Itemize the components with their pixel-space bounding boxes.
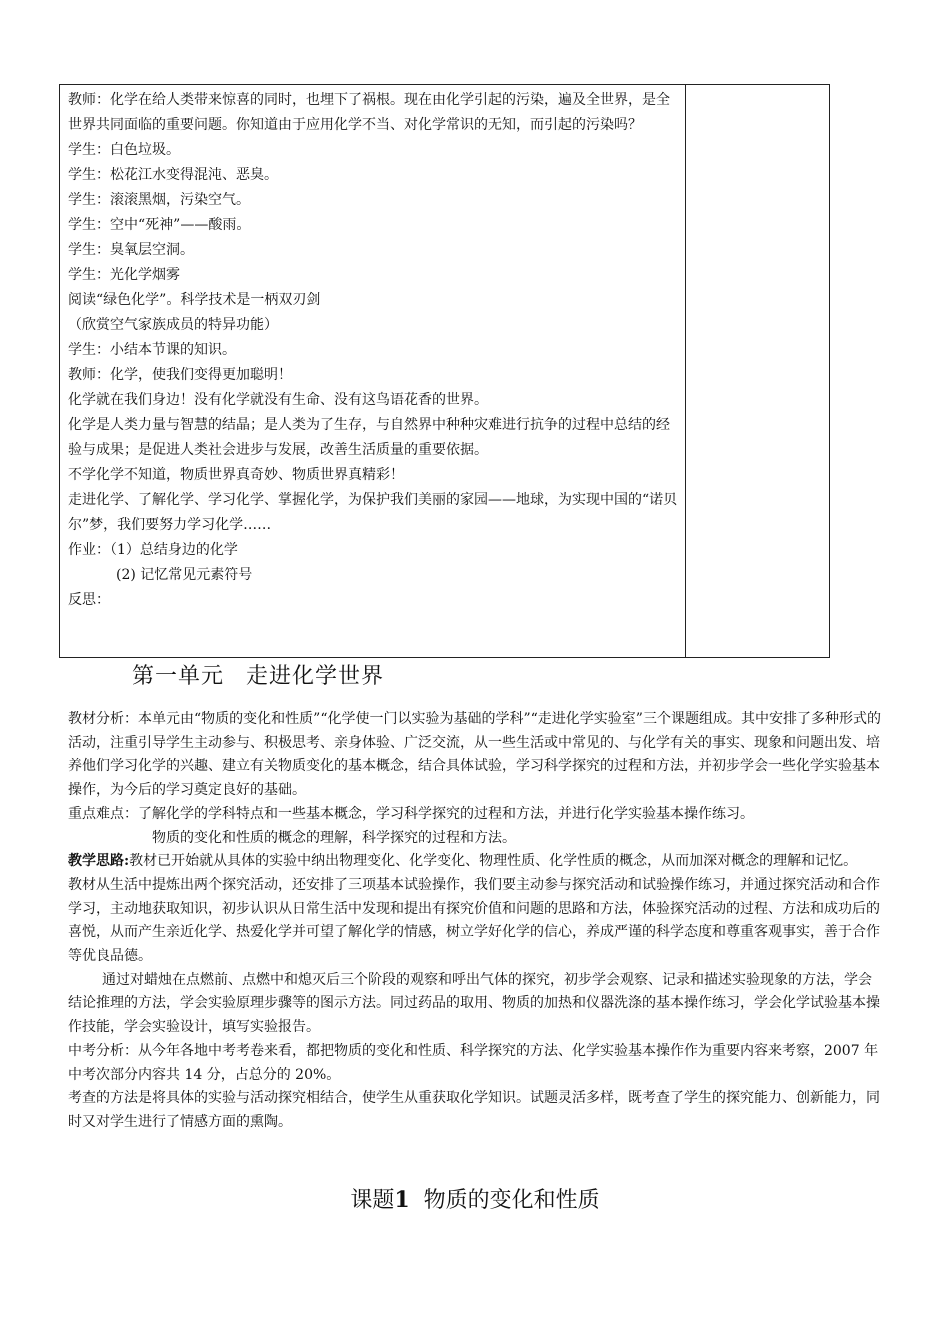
table-line: 学生：白色垃圾。 (68, 142, 180, 158)
table-line: 化学就在我们身边！没有化学就没有生命、没有这鸟语花香的世界。 (68, 392, 488, 408)
table-line: 学生：光化学烟雾 (68, 267, 180, 283)
table-line: 学生：滚滚黑烟，污染空气。 (68, 192, 250, 208)
table-side-cell (686, 85, 829, 657)
lesson-plan-table (59, 84, 830, 658)
unit-name: 走进化学世界 (246, 664, 385, 689)
lesson-prefix: 课题 (350, 1188, 395, 1213)
teaching-approach-label: 教学思路: (68, 853, 130, 870)
exam-method: 考查的方法是将具体的实验与活动探究相结合，使学生从重获取化学知识。试题灵活多样，既考查了学生的探究能力、创新能力，同时又对学生进行了情感方面的熏陶。 (68, 1090, 880, 1130)
unit-number: 第一单元 (132, 664, 225, 689)
lesson-title (0, 1185, 950, 1216)
table-line: 学生：空中“死神”——酸雨。 (68, 217, 251, 233)
activities-paragraph: 教材从生活中提炼出两个探究活动，还安排了三项基本试验操作，我们要主动参与探究活动和试验操作练习，并通过探究活动和合作学习，主动地获取知识，初步认识从日常生活中发现和提出有探究价值和问题的思路和方法，体验探究活动的过程、方法和成功后的喜悦，从而产生亲近化学、热爱化学并可望了解化学的情感，树立学好化学的信心，养成严谨的科学态度和尊重客观事实，善于合作等优良品德。 (68, 876, 880, 965)
reflection-label: 反思： (68, 592, 110, 608)
candle-paragraph: 通过对蜡烛在点燃前、点燃中和熄灭后三个阶段的观察和呼出气体的探究，初步学会观察、记录和描述实验现象的方法，学会结论推理的方法，学会实验原理步骤等的图示方法。同过药品的取用、物质的加热和仪器洗涤的基本操作练习，学会化学试验基本操作技能，学会实验设计，填写实验报告。 (68, 971, 880, 1036)
table-line: 走进化学、了解化学、学习化学、掌握化学，为保护我们美丽的家园——地球，为实现中国的“诺贝尔”梦，我们要努力学习化学…… (68, 492, 678, 533)
table-line: 学生：臭氧层空洞。 (68, 242, 194, 258)
teaching-approach-text: 教材已开始就从具体的实验中纳出物理变化、化学变化、物理性质、化学性质的概念，从而加深对概念的理解和记忆。 (129, 853, 858, 870)
table-line: 教师：化学，使我们变得更加聪明！ (68, 367, 292, 383)
table-line: （欣赏空气家族成员的特异功能） (68, 317, 278, 333)
table-line: 化学是人类力量与智慧的结晶；是人类为了生存，与自然界中种种灾难进行抗争的过程中总结的经验与成果；是促进人类社会进步与发展，改善生活质量的重要依据。 (68, 417, 670, 458)
table-line: 学生：小结本节课的知识。 (68, 342, 236, 358)
table-main-cell (60, 85, 686, 657)
unit-analysis (68, 708, 884, 1135)
table-line: 阅读“绿色化学”。科学技术是一柄双刃剑 (68, 292, 321, 308)
table-line: 不学化学不知道，物质世界真奇妙、物质世界真精彩！ (68, 467, 404, 483)
homework-line: 作业：（1）总结身边的化学 (68, 542, 238, 558)
table-line: 学生：松花江水变得混沌、恶臭。 (68, 167, 278, 183)
table-line: 教师：化学在给人类带来惊喜的同时，也埋下了祸根。现在由化学引起的污染，遍及全世界，是全世界共同面临的重要问题。你知道由于应用化学不当、对化学常识的无知，而引起的污染吗？ (68, 92, 670, 133)
key-points-continued: 物质的变化和性质的概念的理解，科学探究的过程和方法。 (152, 829, 516, 846)
unit-title (132, 662, 384, 692)
lesson-name: 物质的变化和性质 (423, 1188, 600, 1213)
teaching-approach (68, 850, 884, 874)
key-points: 重点难点：了解化学的学科特点和一些基本概念，学习科学探究的过程和方法，并进行化学实验基本操作练习。 (68, 805, 754, 822)
lesson-number: 1 (394, 1187, 410, 1213)
exam-analysis: 中考分析：从今年各地中考考卷来看，都把物质的变化和性质、科学探究的方法、化学实验基本操作作为重要内容来考察，2007 年中考次部分内容共 14 分，占总分的 20%。 (68, 1042, 879, 1083)
homework-line: (2) 记忆常见元素符号 (116, 567, 253, 583)
material-analysis: 教材分析：本单元由“物质的变化和性质”“化学使一门以实验为基础的学科”“走进化学实验室”三个课题组成。其中安排了多种形式的活动，注重引导学生主动参与、积极思考、亲身体验、广泛交流，从一些生活或中常见的、与化学有关的事实、现象和问题出发、培养他们学习化学的兴趣、建立有关物质变化的基本概念，结合具体试验，学习科学探究的过程和方法，并初步学会一些化学实验基本操作，为今后的学习奠定良好的基础。 (68, 711, 881, 799)
